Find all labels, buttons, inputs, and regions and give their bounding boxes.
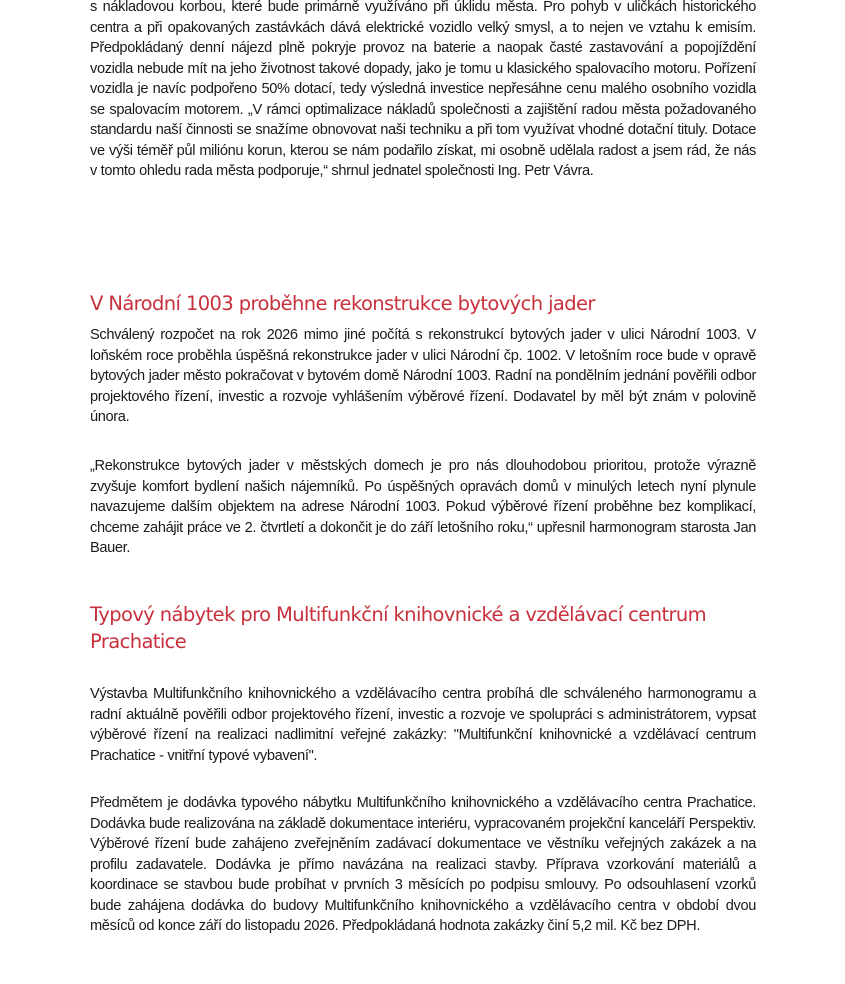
article-2-paragraph-2: „Rekonstrukce bytových jader v městských domech je pro nás dlouhodobou prioritou, protože výrazně zvyšuje komfort bydlení našich nájemníků. Po úspěšných opravách domů v minulých letech nyní plynule navazujeme dalším objektem na adrese Národní 1003. Pokud výběrové řízení proběhne bez komplikací, chceme zahájit práce ve 2. čtvrtletí a dokončit je do září letošního roku,“ upřesnil harmonogram starosta Jan Bauer. bbox=[90, 458, 756, 556]
article-1-paragraph: s nákladovou korbou, které bude primárně využíváno při úklidu města. Pro pohyb v uličkách historického centra a při opakovaných zastávkách dává elektrické vozidlo velký smysl, a to nejen ve vztahu k emisím. Předpokládaný denní nájezd plně pokryje provoz na baterie a naopak časté zastavování a popojíždění vozidla nebude mít na jeho životnost takové dopady, jako je tomu u klasického spalovacího motoru. Pořízení vozidla je navíc podpořeno 50% dotací, tedy výsledná investice nepřesáhne cenu malého osobního vozidla se spalovacím motorem. „V rámci optimalizace nákladů společnosti a zajištění radou města požadovaného standardu naší činnosti se snažíme obnovovat naši techniku a při tom využívat vhodné dotační tituly. Dotace ve výši téměř půl miliónu korun, kterou se nám podařilo získat, mi osobně udělala radost a jsem rád, že nás v tomto ohledu rada města podporuje,“ shrnul jednatel společnosti Ing. Petr Vávra. bbox=[90, 0, 756, 179]
article-3-heading: Typový nábytek pro Multifunkční knihovnické a vzdělávací centrum Prachatice bbox=[90, 603, 707, 653]
article-2-paragraph-1: Schválený rozpočet na rok 2026 mimo jiné počítá s rekonstrukcí bytových jader v ulici Národní 1003. V loňském roce proběhla úspěšná rekonstrukce jader v ulici Národní čp. 1002. V letošním roce bude v opravě bytových jader město pokračovat v bytovém domě Národní 1003. Radní na pondělním jednání pověřili odbor projektového řízení, investic a rozvoje vyhlášením výběrové řízení. Dodavatel by měl být znám v polovině února. bbox=[90, 327, 756, 425]
article-3-paragraph-2: Předmětem je dodávka typového nábytku Multifunkčního knihovnického a vzdělávacího centra Prachatice. Dodávka bude realizována na základě dokumentace interiéru, vypracovaném projekční kanceláří Perspektiv. Výběrové řízení bude zahájeno zveřejněním zadávací dokumentace ve věstníku veřejných zakázek a na profilu zadavatele. Dodávka je přímo navázána na realizaci stavby. Příprava vzorkování materiálů a koordinace se stavbou bude probíhat v prvních 3 měsících po podpisu smlouvy. Po odsouhlasení vzorků bude zahájena dodávka do budovy Multifunkčního knihovnického a vzdělávacího centra v období dvou měsíců od konce září do listopadu 2026. Předpokládaná hodnota zakázky činí 5,2 mil. Kč bez DPH. bbox=[90, 795, 756, 934]
article-3-paragraph-1: Výstavba Multifunkčního knihovnického a vzdělávacího centra probíhá dle schváleného harmonogramu a radní aktuálně pověřili odbor projektového řízení, investic a rozvoje ve spolupráci s administrátorem, vypsat výběrové řízení na realizaci nadlimitní veřejné zakázky: "Multifunkční knihovnické a vzdělávací centrum Prachatice - vnitřní typové vybavení". bbox=[90, 686, 756, 764]
article-2-heading: V Národní 1003 proběhne rekonstrukce bytových jader bbox=[90, 292, 595, 315]
